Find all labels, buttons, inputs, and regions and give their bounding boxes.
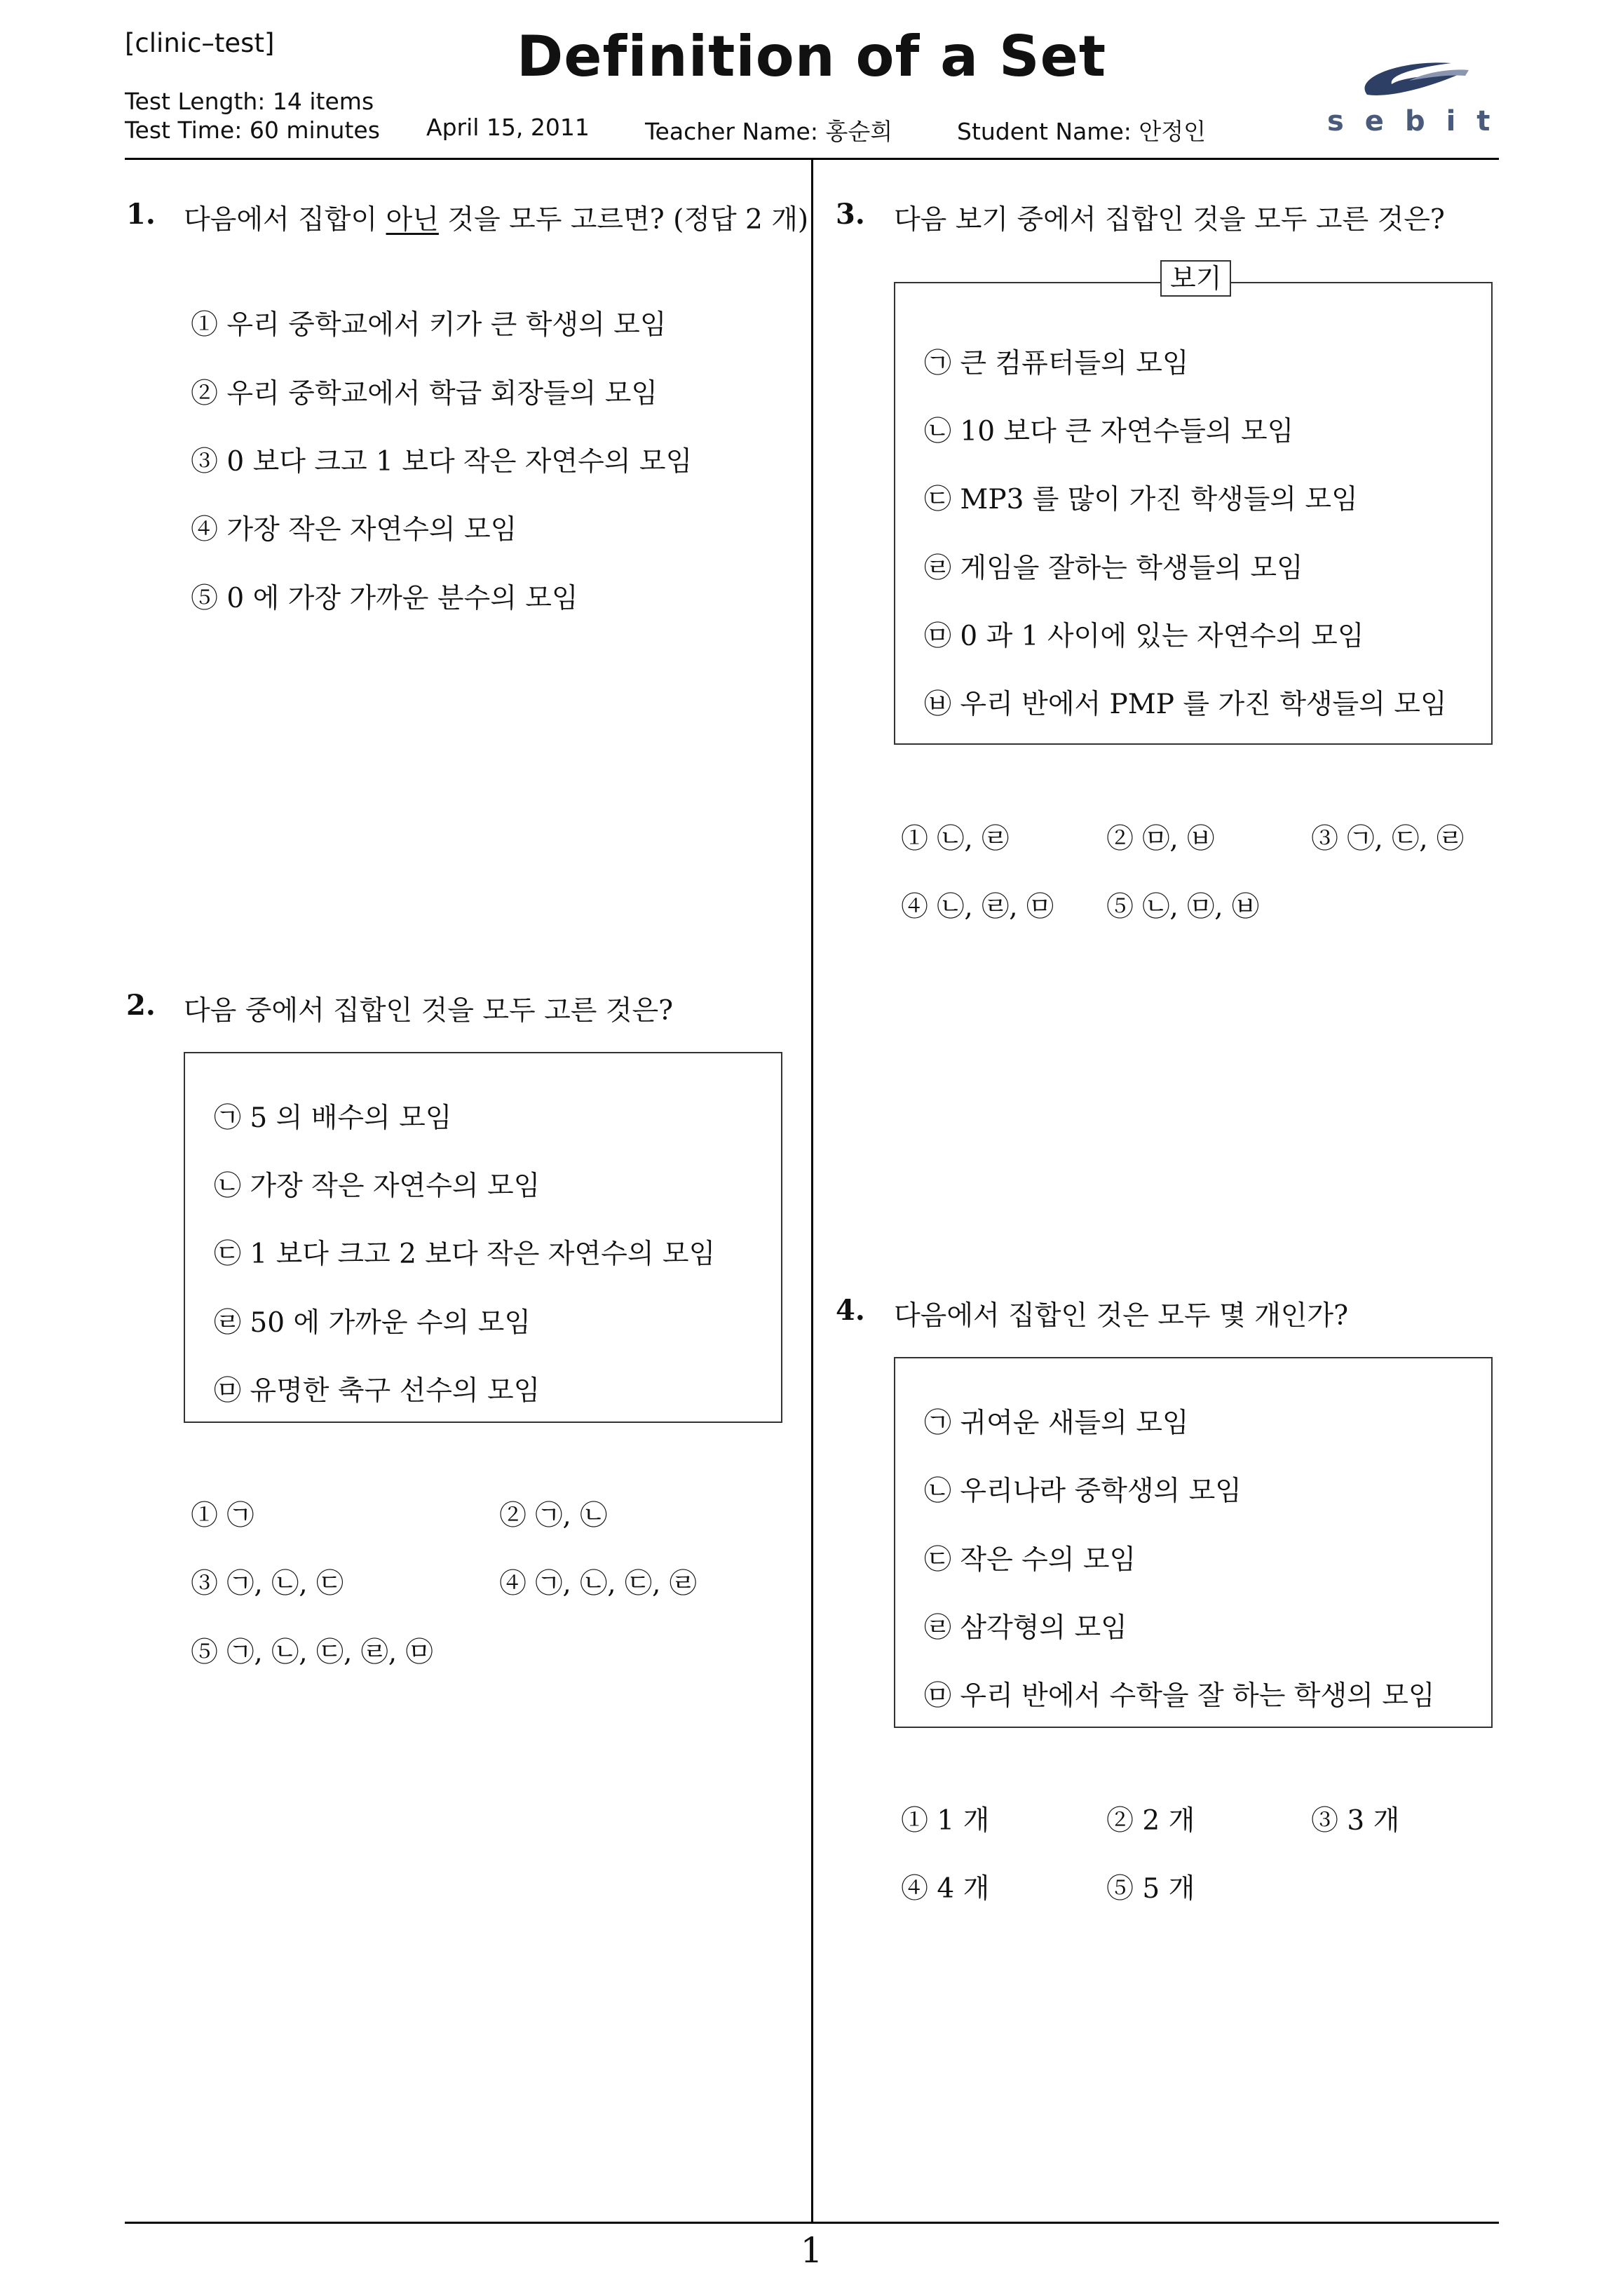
q4-statement-2: ㉡ 우리나라 중학생의 모임 xyxy=(924,1475,1242,1507)
q3-statement-1: ㉠ 큰 컴퓨터들의 모임 xyxy=(924,348,1189,379)
teacher-name: Teacher Name: 홍순희 xyxy=(645,118,893,145)
q3-choice-1[interactable]: ① ㉡, ㉣ xyxy=(901,823,1010,855)
q2-statement-2: ㉡ 가장 작은 자연수의 모임 xyxy=(214,1170,541,1202)
q2-choice-4[interactable]: ④ ㉠, ㉡, ㉢, ㉣ xyxy=(499,1568,697,1600)
q3-box-label: 보기 xyxy=(1160,260,1231,297)
page-title: Definition of a Set xyxy=(516,24,1107,89)
q4-choice-3[interactable]: ③ 3 개 xyxy=(1311,1805,1400,1837)
q2-number: 2. xyxy=(126,989,156,1022)
test-length: Test Length: 14 items xyxy=(125,88,374,115)
q4-number: 4. xyxy=(836,1294,865,1327)
q2-statement-3: ㉢ 1 보다 크고 2 보다 작은 자연수의 모임 xyxy=(214,1238,716,1270)
footer-divider xyxy=(125,2222,1499,2224)
q3-statement-2: ㉡ 10 보다 큰 자연수들의 모임 xyxy=(924,416,1294,447)
student-name: Student Name: 안정인 xyxy=(957,118,1206,145)
q2-choice-5[interactable]: ⑤ ㉠, ㉡, ㉢, ㉣, ㉤ xyxy=(191,1637,433,1668)
q1-option-5[interactable]: ⑤ 0 에 가장 가까운 분수의 모임 xyxy=(191,583,578,614)
logo-wordmark: sebit xyxy=(1327,105,1512,137)
q3-choice-3[interactable]: ③ ㉠, ㉢, ㉣ xyxy=(1311,823,1464,855)
q1-option-2[interactable]: ② 우리 중학교에서 학급 회장들의 모임 xyxy=(191,378,658,410)
q1-option-3[interactable]: ③ 0 보다 크고 1 보다 작은 자연수의 모임 xyxy=(191,446,693,478)
test-time: Test Time: 60 minutes xyxy=(125,116,380,144)
q4-choice-4[interactable]: ④ 4 개 xyxy=(901,1873,990,1905)
q2-statement-1: ㉠ 5 의 배수의 모임 xyxy=(214,1102,452,1134)
q4-statement-1: ㉠ 귀여운 새들의 모임 xyxy=(924,1407,1189,1439)
q3-question: 다음 보기 중에서 집합인 것을 모두 고른 것은? xyxy=(894,204,1445,236)
q3-statement-4: ㉣ 게임을 잘하는 학생들의 모임 xyxy=(924,553,1303,584)
q1-option-1[interactable]: ① 우리 중학교에서 키가 큰 학생의 모임 xyxy=(191,309,667,341)
test-date: April 15, 2011 xyxy=(426,114,590,141)
q2-choice-3[interactable]: ③ ㉠, ㉡, ㉢ xyxy=(191,1568,344,1600)
q3-number: 3. xyxy=(836,198,865,231)
q1-option-4[interactable]: ④ 가장 작은 자연수의 모임 xyxy=(191,514,517,546)
q2-question: 다음 중에서 집합인 것을 모두 고른 것은? xyxy=(184,995,674,1027)
q4-question: 다음에서 집합인 것은 모두 몇 개인가? xyxy=(894,1300,1349,1332)
page-number: 1 xyxy=(800,2230,823,2271)
q4-choice-1[interactable]: ① 1 개 xyxy=(901,1805,990,1837)
q2-statement-5: ㉤ 유명한 축구 선수의 모임 xyxy=(214,1375,541,1407)
q4-choice-5[interactable]: ⑤ 5 개 xyxy=(1106,1873,1195,1905)
q2-statement-4: ㉣ 50 에 가까운 수의 모임 xyxy=(214,1307,531,1339)
q4-statement-5: ㉤ 우리 반에서 수학을 잘 하는 학생의 모임 xyxy=(924,1680,1435,1712)
q2-choice-2[interactable]: ② ㉠, ㉡ xyxy=(499,1500,608,1532)
q3-statement-5: ㉤ 0 과 1 사이에 있는 자연수의 모임 xyxy=(924,621,1364,652)
q1-number: 1. xyxy=(126,198,156,231)
q4-statement-4: ㉣ 삼각형의 모임 xyxy=(924,1612,1127,1644)
q3-choice-2[interactable]: ② ㉤, ㉥ xyxy=(1106,823,1215,855)
column-divider xyxy=(811,160,813,2222)
q4-statement-3: ㉢ 작은 수의 모임 xyxy=(924,1544,1136,1576)
test-tag: [clinic–test] xyxy=(125,28,275,58)
q3-choice-4[interactable]: ④ ㉡, ㉣, ㉤ xyxy=(901,891,1054,923)
q3-statement-6: ㉥ 우리 반에서 PMP 를 가진 학생들의 모임 xyxy=(924,689,1447,720)
q4-choice-2[interactable]: ② 2 개 xyxy=(1106,1805,1195,1837)
q3-choice-5[interactable]: ⑤ ㉡, ㉤, ㉥ xyxy=(1106,891,1259,923)
q2-choice-1[interactable]: ① ㉠ xyxy=(191,1500,254,1532)
q3-statement-3: ㉢ MP3 를 많이 가진 학생들의 모임 xyxy=(924,484,1358,515)
q1-question: 다음에서 집합이 아닌 것을 모두 고르면? (정답 2 개) xyxy=(184,204,809,236)
